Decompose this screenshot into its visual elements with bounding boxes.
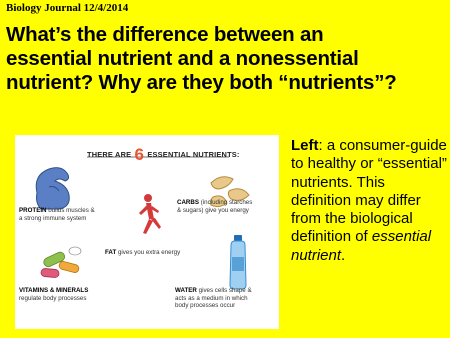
question-line-2: essential nutrient and a nonessential — [6, 47, 359, 70]
note-text-1: : a consumer-guide to healthy or “essential” nutrients. This definition may differ from the biological definition of — [291, 137, 447, 246]
carbs-label: CARBS (including starches & sugars) give you energy — [177, 199, 253, 214]
water-label: WATER gives cells shape & acts as a medium in which body processes occur — [175, 287, 252, 310]
definition-note — [291, 137, 447, 265]
title-before: THERE ARE — [87, 150, 132, 159]
fat-label: FAT gives you extra energy — [105, 249, 181, 256]
journal-label: Biology Journal 12/4/2014 — [6, 2, 129, 14]
water-bottle-icon — [230, 235, 246, 289]
title-number: 6 — [134, 145, 145, 164]
note-keyword: Left — [291, 137, 319, 154]
question-line-1: What’s the difference between an — [6, 23, 324, 46]
infographic-title — [87, 145, 240, 165]
pills-icon — [41, 247, 81, 278]
nutrients-infographic — [15, 135, 279, 329]
bicep-icon — [36, 168, 69, 209]
note-text-2: . — [341, 246, 346, 264]
note-italic: essential nutrient — [291, 228, 432, 264]
title-after: ESSENTIAL NUTRIENTS: — [147, 150, 240, 159]
runner-icon — [139, 194, 161, 234]
question-line-3: nutrient? Why are they both “nutrients”? — [6, 71, 397, 94]
vitamins-label: VITAMINS & MINERALS regulate body processes — [19, 287, 89, 302]
question-heading — [6, 23, 446, 95]
protein-label: PROTEIN builds muscles & a strong immune system — [19, 207, 95, 222]
